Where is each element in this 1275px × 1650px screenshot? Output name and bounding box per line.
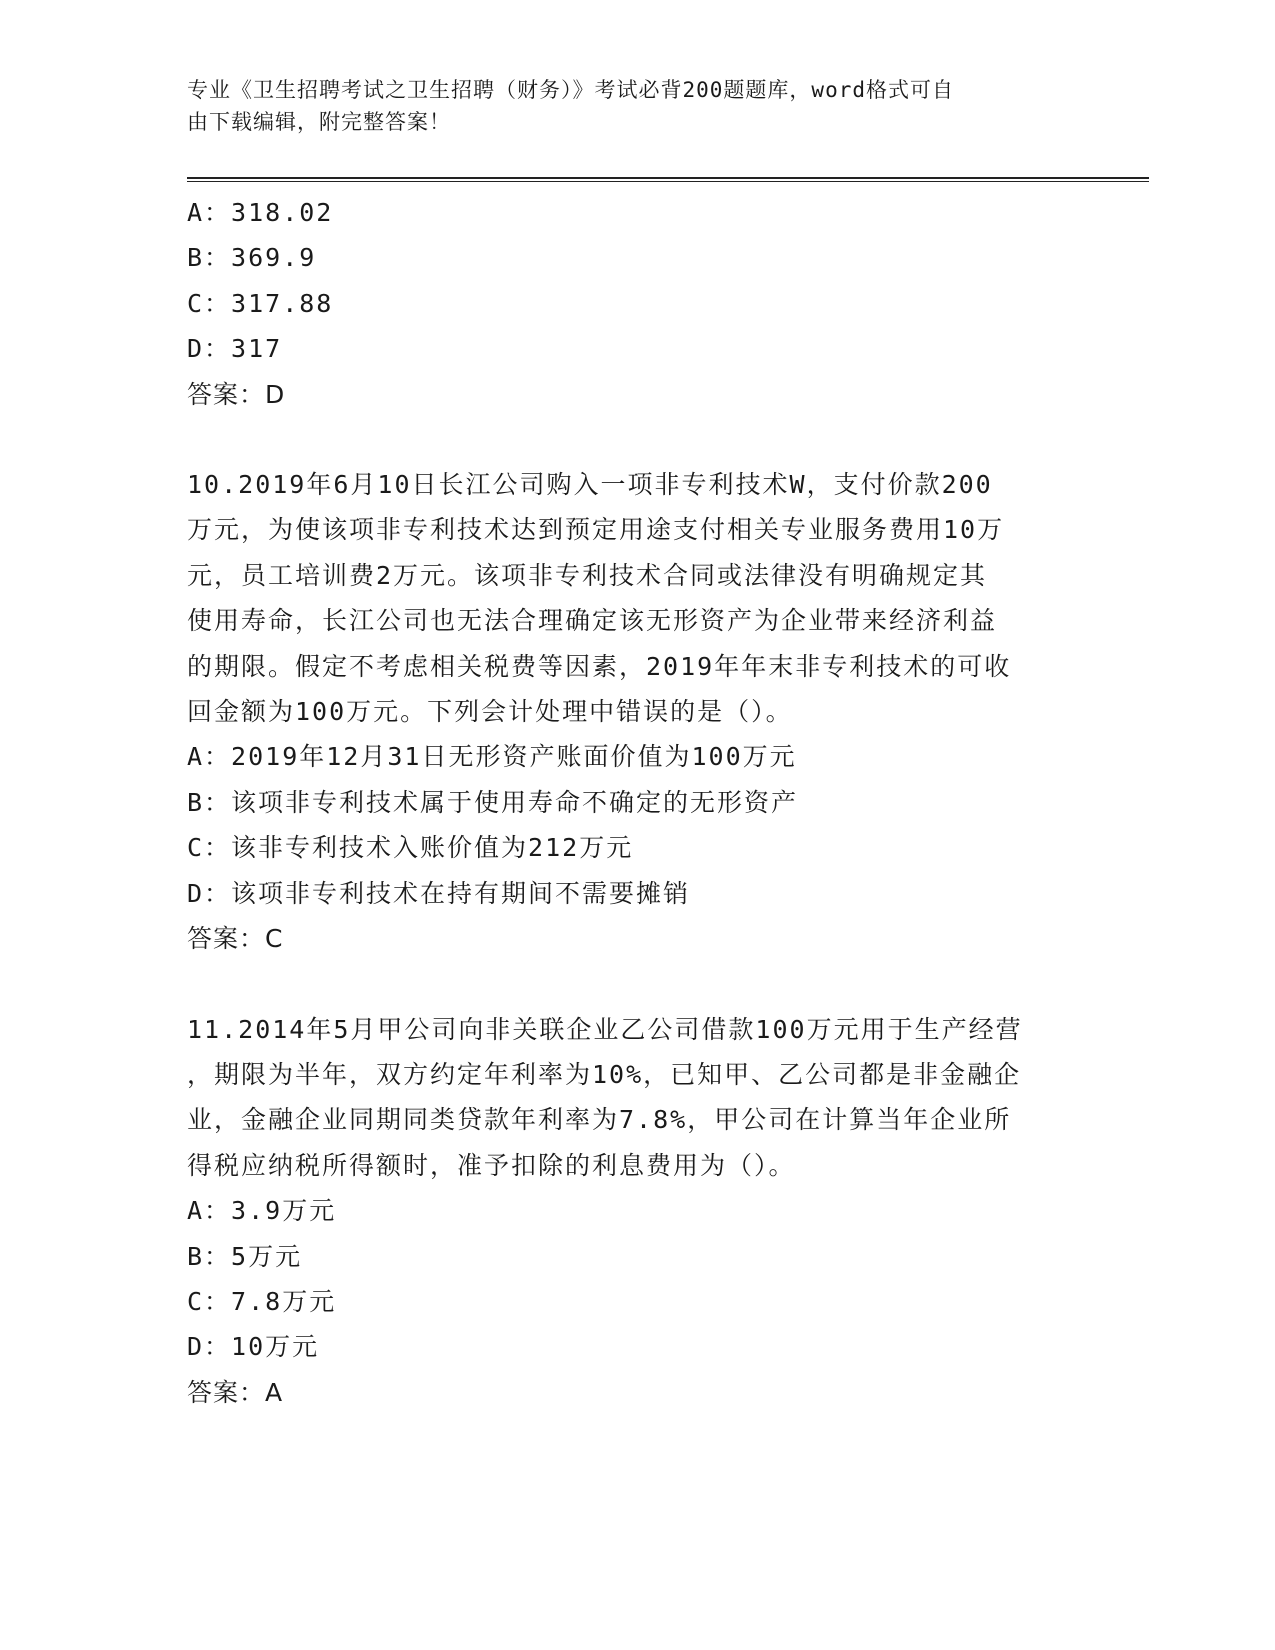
question-text-line: 11.2014年5月甲公司向非关联企业乙公司借款100万元用于生产经营 [187,1014,1023,1044]
option-c: C：7.8万元 [187,1286,337,1316]
question-text-line: ，期限为半年，双方约定年利率为10%，已知甲、乙公司都是非金融企 [187,1059,1022,1089]
question-11 [187,1007,1067,1416]
question-text-line: 10.2019年6月10日长江公司购入一项非专利技术W，支付价款200 [187,470,993,500]
option-a: A：3.9万元 [187,1196,337,1226]
header-line-2: 由下载编辑，附完整答案！ [187,110,451,134]
question-text-line: 的期限。假定不考虑相关税费等因素，2019年年末非专利技术的可收 [187,651,1012,681]
option-d: D：317 [187,334,283,364]
question-text-line: 使用寿命，长江公司也无法合理确定该无形资产为企业带来经济利益 [187,606,998,636]
spacer [187,417,1067,462]
question-text-line: 万元，为使该项非专利技术达到预定用途支付相关专业服务费用10万 [187,515,1005,545]
spacer [187,962,1067,1007]
document-body [187,190,1067,1415]
header-divider [187,177,1149,182]
option-c: C：317.88 [187,288,334,318]
option-b: B：该项非专利技术属于使用寿命不确定的无形资产 [187,787,799,817]
question-text-line: 回金额为100万元。下列会计处理中错误的是（）。 [187,697,793,727]
question-text-line: 得税应纳税所得额时，准予扣除的利息费用为（）。 [187,1150,796,1180]
question-10 [187,462,1067,961]
question-9-continued [187,190,1067,417]
question-text-line: 元，员工培训费2万元。该项非专利技术合同或法律没有明确规定其 [187,560,988,590]
option-a: A：318.02 [187,198,334,227]
option-a: A：2019年12月31日无形资产账面价值为100万元 [187,742,797,772]
option-d: D：10万元 [187,1332,320,1362]
answer: 答案：D [187,379,286,409]
question-text-line: 业，金融企业同期同类贷款年利率为7.8%，甲公司在计算当年企业所 [187,1105,1012,1135]
option-d: D：该项非专利技术在持有期间不需要摊销 [187,878,691,908]
option-b: B：369.9 [187,243,317,273]
option-b: B：5万元 [187,1241,303,1271]
option-c: C：该非专利技术入账价值为212万元 [187,833,634,863]
document-header [187,74,1067,138]
answer: 答案：A [187,1377,284,1407]
answer: 答案：C [187,924,284,954]
header-line-1: 专业《卫生招聘考试之卫生招聘（财务）》考试必背200题题库，word格式可自 [187,78,954,102]
